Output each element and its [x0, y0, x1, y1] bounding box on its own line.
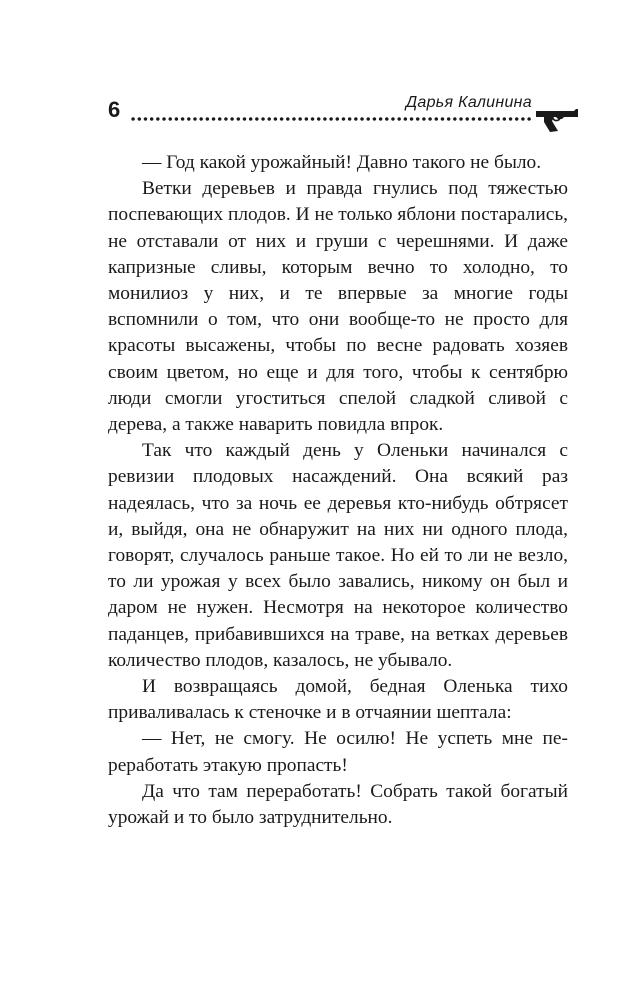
paragraph: — Год какой урожайный! Давно такого не было. [142, 152, 542, 173]
paragraph: Так что каждый день у Оленьки начинался с ревизии плодовых насаждений. Она всякий раз надеялась, что за ночь ее деревья кто-нибудь обтрясет и, выйдя, она не обнаружит на них ни одного плода, говорят, случалось раньше такое. Но ей то ли не везло, то ли урожая у всех было завались, никому он был и даром не нужен. Несмотря на некоторое количество паданцев, прибавившихся на траве, на ветках деревьев количество плодов, казалось, не убывало. [108, 440, 568, 671]
dotted-leader [130, 116, 532, 122]
pistol-icon [534, 106, 580, 134]
running-header [108, 94, 588, 134]
paragraph: Да что там переработать! Собрать такой богатый урожай и то было затруднительно. [108, 780, 568, 829]
running-header-author: Дарья Калинина [405, 94, 532, 111]
page-number: 6 [108, 97, 121, 122]
paragraph: — Нет, не смогу. Не осилю! Не успеть мне переработать этакую пропасть! [108, 728, 568, 776]
paragraph: Ветки деревьев и правда гнулись под тяжестью поспевающих плодов. И не только яблони постарались, не отставали от них и груши с черешнями. И даже капризные сливы, которым вечно то холодно, то монилиоз у них, и те впервые за многие годы вспомнили о том, что они вообще-то не просто для красоты высажены, чтобы по весне радовать хозяев своим цветом, но еще и для того, чтобы к сентябрю люди смогли угоститься спелой сладкой сливой с дерева, а также наварить повидла впрок. [108, 178, 569, 436]
paragraph: И возвращаясь домой, бедная Оленька тихо приваливалась к стеночке и в отчаянии шептала: [108, 676, 568, 724]
body-text [108, 150, 568, 831]
